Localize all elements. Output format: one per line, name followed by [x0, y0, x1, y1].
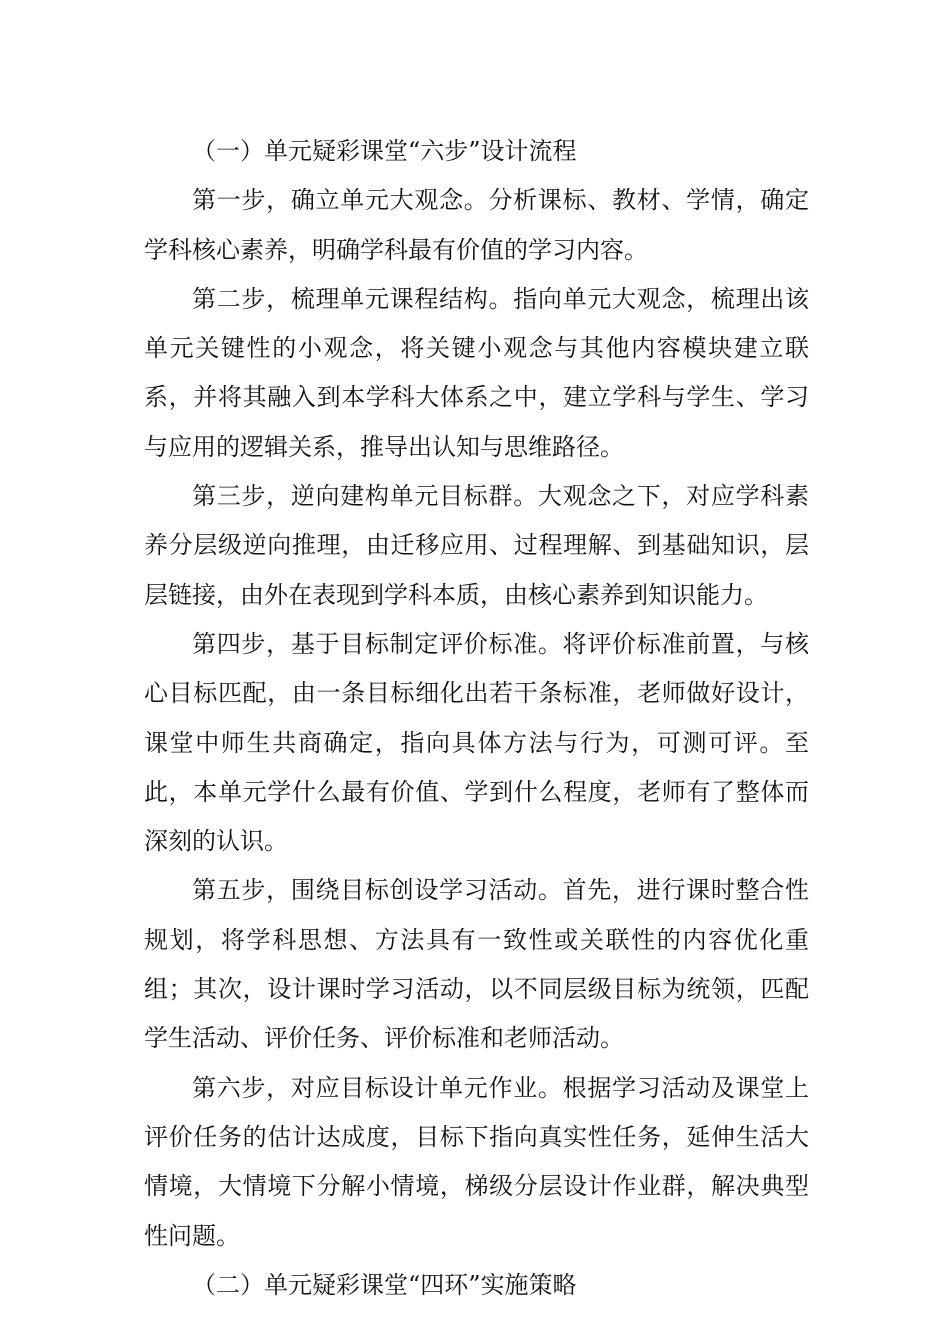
paragraph-step-5: 第五步，围绕目标创设学习活动。首先，进行课时整合性规划，将学科思想、方法具有一致性或关联性的内容优化重组；其次，设计课时学习活动，以不同层级目标为统领，匹配学生活动、评价任务、评价标准和老师活动。: [144, 876, 809, 1053]
paragraph-step-3: 第三步，逆向建构单元目标群。大观念之下，对应学科素养分层级逆向推理，由迁移应用、过程理解、到基础知识，层层链接，由外在表现到学科本质，由核心素养到知识能力。: [144, 482, 809, 609]
paragraph-step-2: 第二步，梳理单元课程结构。指向单元大观念，梳理出该单元关键性的小观念，将关键小观念与其他内容模块建立联系，并将其融入到本学科大体系之中，建立学科与学生、学习与应用的逻辑关系，推导出认知与思维路径。: [144, 284, 809, 461]
paragraph-step-6: 第六步，对应目标设计单元作业。根据学习活动及课堂上评价任务的估计达成度，目标下指向真实性任务，延伸生活大情境，大情境下分解小情境，梯级分层设计作业群，解决典型性问题。: [144, 1073, 809, 1250]
section-heading-four-rings: （二）单元疑彩课堂“四环”实施策略: [192, 1270, 577, 1299]
paragraph-step-4: 第四步，基于目标制定评价标准。将评价标准前置，与核心目标匹配，由一条目标细化出若干条标准，老师做好设计，课堂中师生共商确定，指向具体方法与行为，可测可评。至此，本单元学什么最有价值、学到什么程度，老师有了整体而深刻的认识。: [144, 629, 809, 856]
document-body: [144, 127, 809, 1310]
section-heading-six-steps: （一）单元疑彩课堂“六步”设计流程: [192, 137, 577, 165]
paragraph-step-1: 第一步，确立单元大观念。分析课标、教材、学情，确定学科核心素养，明确学科最有价值的学习内容。: [144, 186, 809, 264]
